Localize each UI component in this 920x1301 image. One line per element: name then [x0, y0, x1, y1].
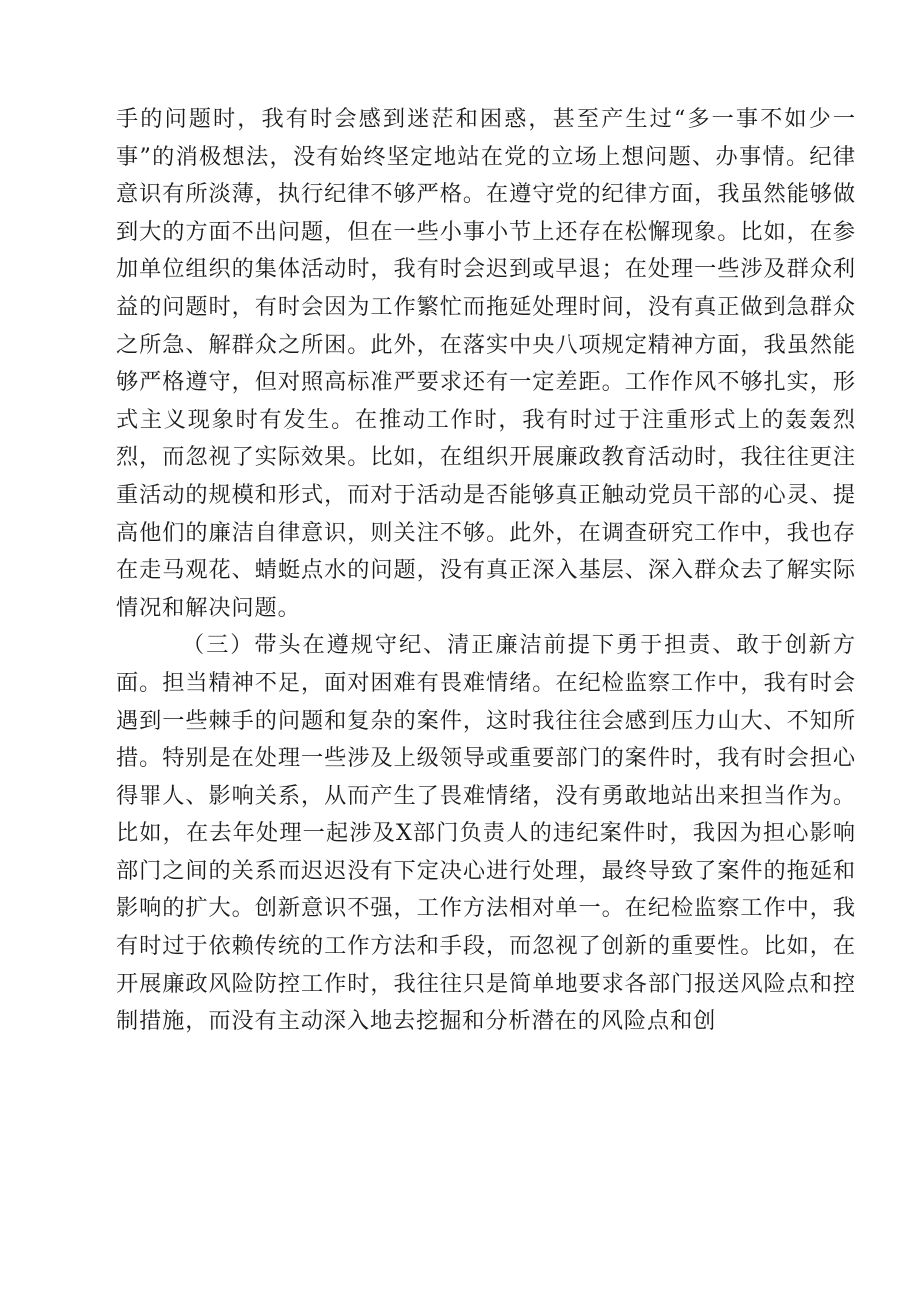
paragraph-section-three: （三）带头在遵规守纪、清正廉洁前提下勇于担责、敢于创新方面。担当精神不足，面对困难有畏难情绪。在纪检监察工作中，我有时会遇到一些棘手的问题和复杂的案件，这时我往往会感到压力山大、不知所措。特别是在处理一些涉及上级领导或重要部门的案件时，我有时会担心得罪人、影响关系，从而产生了畏难情绪，没有勇敢地站出来担当作为。比如，在去年处理一起涉及X部门负责人的违纪案件时，我因为担心影响部门之间的关系而迟迟没有下定决心进行处理，最终导致了案件的拖延和影响的扩大。创新意识不强，工作方法相对单一。在纪检监察工作中，我有时过于依赖传统的工作方法和手段，而忽视了创新的重要性。比如，在开展廉政风险防控工作时，我往往只是简单地要求各部门报送风险点和控制措施，而没有主动深入地去挖掘和分析潜在的风险点和创	[116, 632, 856, 1035]
paragraph-continuation: 手的问题时，我有时会感到迷茫和困惑，甚至产生过“多一事不如少一事”的消极想法，没有始终坚定地站在党的立场上想问题、办事情。纪律意识有所淡薄，执行纪律不够严格。在遵守党的纪律方面，我虽然能够做到大的方面不出问题，但在一些小事小节上还存在松懈现象。比如，在参加单位组织的集体活动时，我有时会迟到或早退；在处理一些涉及群众利益的问题时，有时会因为工作繁忙而拖延处理时间，没有真正做到急群众之所急、解群众之所困。此外，在落实中央八项规定精神方面，我虽然能够严格遵守，但对照高标准严要求还有一定差距。工作作风不够扎实，形式主义现象时有发生。在推动工作时，我有时过于注重形式上的轰轰烈烈，而忽视了实际效果。比如，在组织开展廉政教育活动时，我往往更注重活动的规模和形式，而对于活动是否能够真正触动党员干部的心灵、提高他们的廉洁自律意识，则关注不够。此外，在调查研究工作中，我也存在走马观花、蜻蜓点水的问题，没有真正深入基层、深入群众去了解实际情况和解决问题。	[116, 106, 856, 621]
document-body	[116, 101, 856, 1041]
